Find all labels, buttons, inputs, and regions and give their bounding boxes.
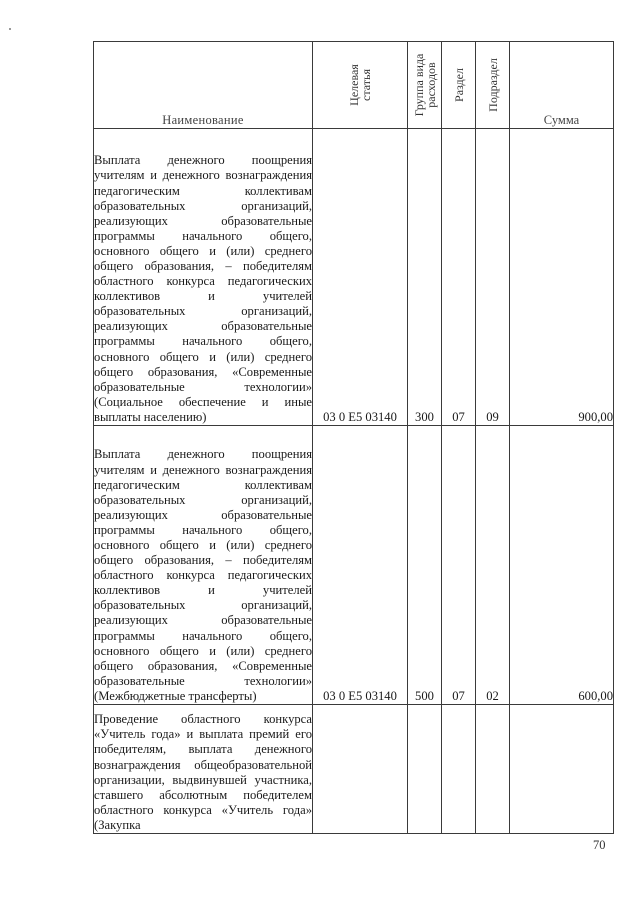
row-subsection-value: 09 <box>486 410 499 424</box>
header-subsection <box>476 42 510 129</box>
header-section <box>442 42 476 129</box>
row-section-value: 07 <box>452 689 465 703</box>
row-name: Выплата денежного поощрения учителям и денежного вознаграждения педагогическим коллективам образовательных организаций, реализующих образовательные программы начального общего, основного общего и (или) среднего общего образования, – победителям областного конкурса педагогических коллективов и учителей образовательных организаций, реализующих образовательные программы начального общего, основного общего и (или) среднего общего образования, «Современные образовательные технологии» (Межбюджетные трансферты) <box>94 426 313 705</box>
row-name: Проведение областного конкурса «Учитель года» и выплата премий его победителям, выплата денежного вознаграждения общеобразовательной организации, выдвинувшей участника, ставшего абсолютным победителем областного конкурса «Учитель года» (Закупка <box>94 705 313 834</box>
row-target-article <box>313 129 408 426</box>
row-expense-group-value: 500 <box>415 689 434 703</box>
header-name: Наименование <box>94 42 313 129</box>
row-subsection <box>476 426 510 705</box>
header-target-article <box>313 42 408 129</box>
budget-table <box>93 41 614 834</box>
header-expense-group-text: Группа вида расходов <box>411 53 438 117</box>
scan-speck <box>9 28 11 30</box>
table-header-row <box>94 42 614 129</box>
header-section-text: Раздел <box>451 68 466 102</box>
row-name: Выплата денежного поощрения учителям и денежного вознаграждения педагогическим коллективам образовательных организаций, реализующих образовательные программы начального общего, основного общего и (или) среднего общего образования, – победителям областного конкурса педагогических коллективов и учителей образовательных организаций, реализующих образовательные программы начального общего, основного общего и (или) среднего общего образования, «Современные образовательные технологии» (Социальное обеспечение и иные выплаты населению) <box>94 129 313 426</box>
row-subsection <box>476 705 510 834</box>
row-expense-group <box>408 705 442 834</box>
row-sum-value: 900,00 <box>578 410 613 424</box>
header-target-article-text: Целевая статья <box>347 64 373 106</box>
page-number: 70 <box>593 838 606 852</box>
row-section <box>442 426 476 705</box>
row-sum-value: 600,00 <box>578 689 613 703</box>
header-subsection-text: Подраздел <box>485 58 500 112</box>
row-section <box>442 705 476 834</box>
header-sum: Сумма <box>510 42 614 129</box>
row-section-value: 07 <box>452 410 465 424</box>
header-expense-group <box>408 42 442 129</box>
row-subsection <box>476 129 510 426</box>
row-target-article-value: 03 0 E5 03140 <box>323 689 397 703</box>
row-target-article <box>313 705 408 834</box>
row-expense-group <box>408 129 442 426</box>
table-row <box>94 705 614 834</box>
row-sum <box>510 705 614 834</box>
row-sum <box>510 129 614 426</box>
table-row <box>94 426 614 705</box>
row-section <box>442 129 476 426</box>
table-row <box>94 129 614 426</box>
row-expense-group <box>408 426 442 705</box>
row-target-article-value: 03 0 E5 03140 <box>323 410 397 424</box>
row-expense-group-value: 300 <box>415 410 434 424</box>
row-target-article <box>313 426 408 705</box>
row-subsection-value: 02 <box>486 689 499 703</box>
row-sum <box>510 426 614 705</box>
